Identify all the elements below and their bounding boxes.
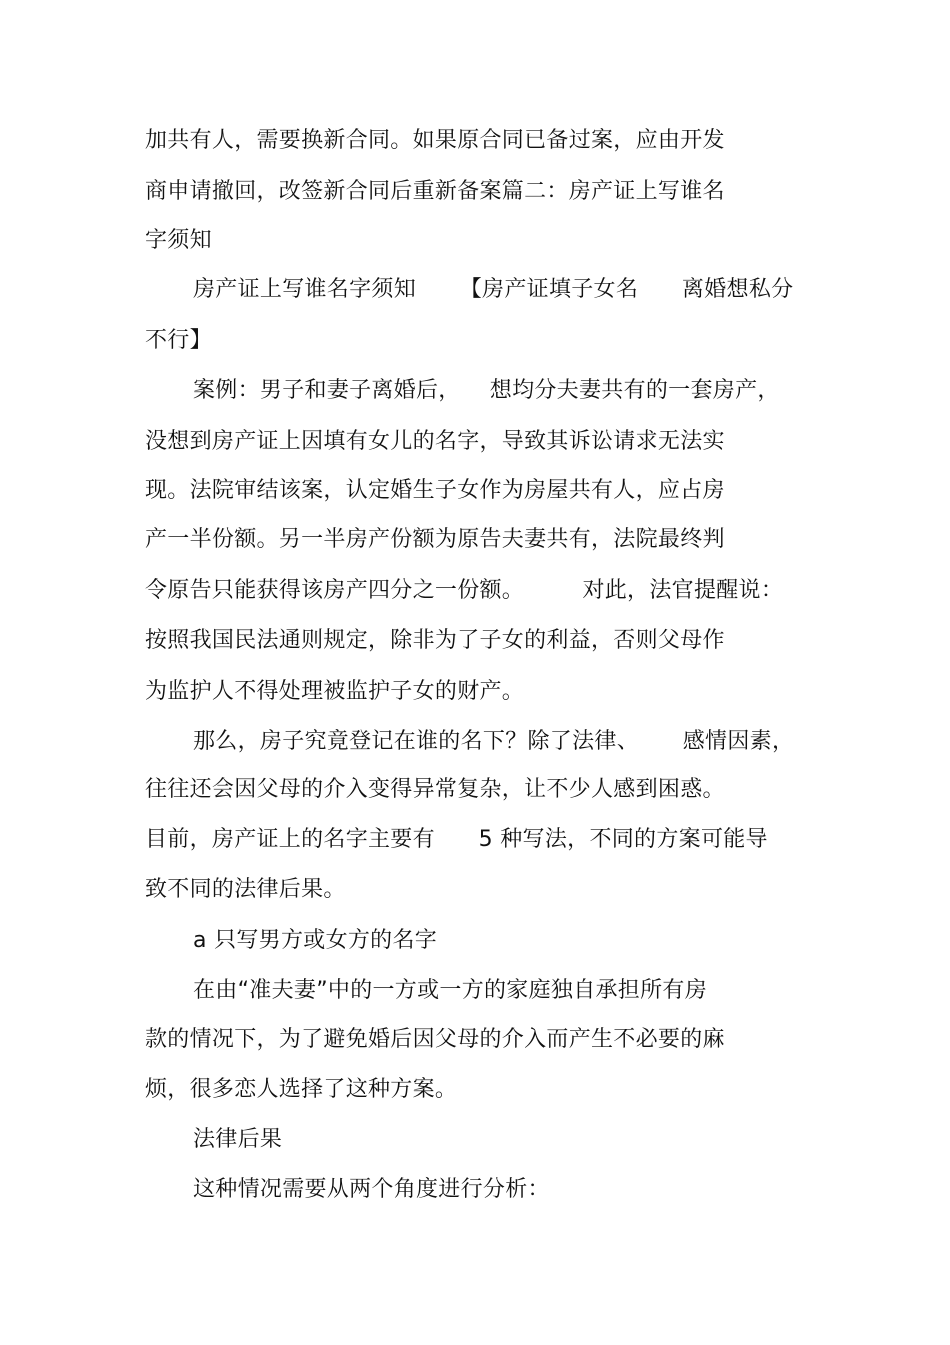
text-line: 为监护人不得处理被监护子女的财产。 xyxy=(145,679,525,704)
text-line: 往往还会因父母的介入变得异常复杂，让不少人感到困惑。 xyxy=(145,777,725,802)
text-line: 法律后果 xyxy=(193,1127,283,1152)
text-line: 这种情况需要从两个角度进行分析： xyxy=(193,1177,550,1202)
text-line: 不行】 xyxy=(145,328,212,353)
text-line: 烦，很多恋人选择了这种方案。 xyxy=(145,1077,458,1102)
text-line: 房产证上写谁名字须知 【房产证填子女名 离婚想私分 xyxy=(193,277,794,302)
text-line: 令原告只能获得该房产四分之一份额。 对此，法官提醒说： xyxy=(145,578,784,603)
text-line: 字须知 xyxy=(145,228,212,253)
text-line: 案例：男子和妻子离婚后， 想均分夫妻共有的一套房产， xyxy=(193,378,780,403)
text-line: 目前，房产证上的名字主要有 5 种写法，不同的方案可能导 xyxy=(145,827,768,852)
text-line: 商申请撤回，改签新合同后重新备案篇二：房产证上写谁名 xyxy=(145,179,725,204)
text-line: 那么，房子究竟登记在谁的名下？除了法律、 感情因素， xyxy=(193,729,795,754)
text-line: 现。法院审结该案，认定婚生子女作为房屋共有人，应占房 xyxy=(145,478,725,503)
text-line: 致不同的法律后果。 xyxy=(145,877,346,902)
text-line: 在由“准夫妻”中的一方或一方的家庭独自承担所有房 xyxy=(193,978,707,1003)
text-line: 加共有人，需要换新合同。如果原合同已备过案，应由开发 xyxy=(145,128,725,153)
text-line: 产一半份额。另一半房产份额为原告夫妻共有，法院最终判 xyxy=(145,527,725,552)
text-line: a 只写男方或女方的名字 xyxy=(193,928,438,953)
text-line: 按照我国民法通则规定，除非为了子女的利益，否则父母作 xyxy=(145,628,725,653)
text-line: 款的情况下，为了避免婚后因父母的介入而产生不必要的麻 xyxy=(145,1027,725,1052)
text-line: 没想到房产证上因填有女儿的名字，导致其诉讼请求无法实 xyxy=(145,429,725,454)
